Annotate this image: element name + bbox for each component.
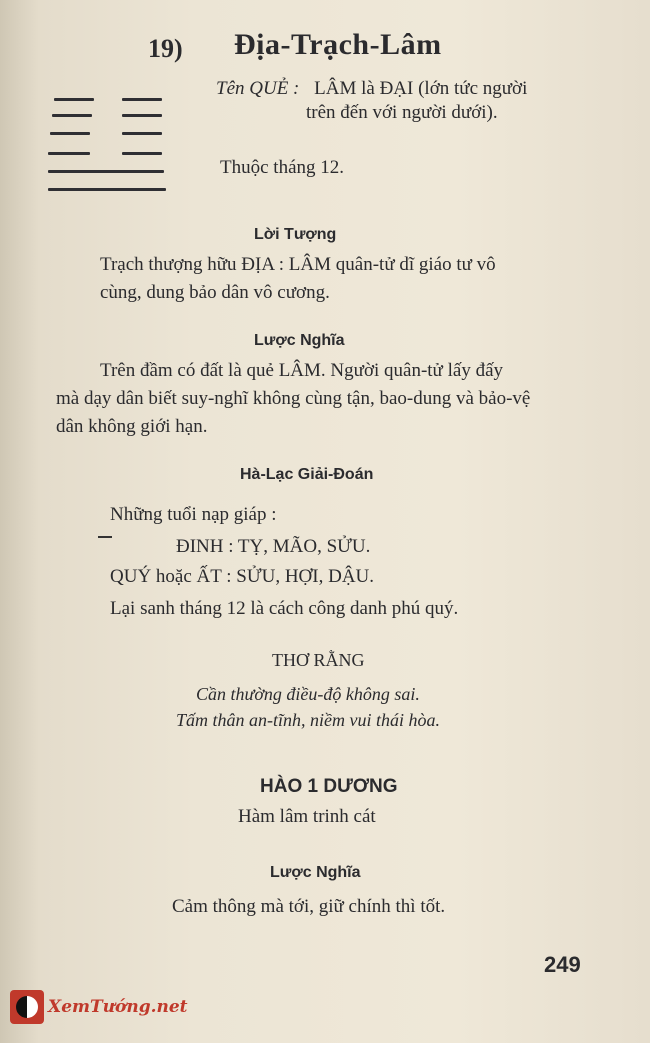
- chapter-number: 19): [148, 34, 183, 63]
- hexagram-line-2: [48, 170, 164, 173]
- watermark-logo[interactable]: [10, 990, 188, 1024]
- loi-tuong-line-2: cùng, dung bảo dân vô cương.: [100, 282, 330, 303]
- luoc-nghia-line-1: Trên đầm có đất là quẻ LÂM. Người quân-tử lấy đấy: [100, 360, 503, 381]
- luoc-nghia-2-line-1: Cảm thông mà tới, giữ chính thì tốt.: [172, 896, 446, 917]
- ten-que-label: Tên QUẺ :: [216, 78, 300, 99]
- loi-tuong-line-1: Trạch thượng hữu ĐỊA : LÂM quân-tử dĩ giáo tư vô: [100, 254, 496, 275]
- tho-line-1: Cần thường điều-độ không sai.: [196, 684, 420, 704]
- ten-que-text-1: LÂM là ĐẠI (lớn tức người: [314, 78, 528, 99]
- page-title: Địa-Trạch-Lâm: [234, 28, 442, 61]
- margin-mark: [98, 536, 112, 538]
- hexagram-line-6-left: [54, 98, 94, 101]
- hexagram-line-6-right: [122, 98, 162, 101]
- yin-yang-icon: [10, 990, 44, 1024]
- page-number: 249: [544, 952, 581, 977]
- hexagram-lam: [46, 94, 170, 194]
- ha-lac-line-4: Lại sanh tháng 12 là cách công danh phú quý.: [110, 598, 459, 619]
- ha-lac-line-2: ĐINH : TỴ, MÃO, SỬU.: [176, 536, 371, 557]
- watermark-text: XemTướng.net: [48, 997, 188, 1017]
- hexagram-line-3-right: [122, 152, 162, 155]
- tho-line-2: Tấm thân an-tĩnh, niềm vui thái hòa.: [176, 710, 440, 730]
- hexagram-line-1: [48, 188, 166, 191]
- hexagram-line-5-left: [52, 114, 92, 117]
- ha-lac-line-3: QUÝ hoặc ẤT : SỬU, HỢI, DẬU.: [110, 566, 375, 587]
- section-heading-luoc-nghia-2: Lược Nghĩa: [270, 864, 361, 881]
- luoc-nghia-line-3: dân không giới hạn.: [56, 416, 208, 437]
- hexagram-line-3-left: [48, 152, 90, 155]
- ten-que-line-2: trên đến với người dưới).: [306, 102, 498, 123]
- hao-subtitle: Hàm lâm trinh cát: [238, 806, 376, 827]
- section-heading-loi-tuong: Lời Tượng: [254, 226, 337, 243]
- thuoc-thang: Thuộc tháng 12.: [220, 157, 345, 178]
- ten-que-line-1: [216, 78, 527, 100]
- luoc-nghia-line-2: mà dạy dân biết suy-nghĩ không cùng tận, bao-dung và bảo-vệ: [56, 388, 531, 409]
- hexagram-line-4-left: [50, 132, 90, 135]
- section-heading-hao: HÀO 1 DƯƠNG: [260, 776, 398, 797]
- ha-lac-line-1: Những tuổi nạp giáp :: [110, 504, 277, 525]
- section-heading-luoc-nghia: Lược Nghĩa: [254, 332, 345, 349]
- section-heading-tho-rang: THƠ RẰNG: [272, 650, 365, 670]
- hexagram-line-5-right: [122, 114, 162, 117]
- hexagram-line-4-right: [122, 132, 162, 135]
- section-heading-ha-lac: Hà-Lạc Giải-Đoán: [240, 466, 374, 483]
